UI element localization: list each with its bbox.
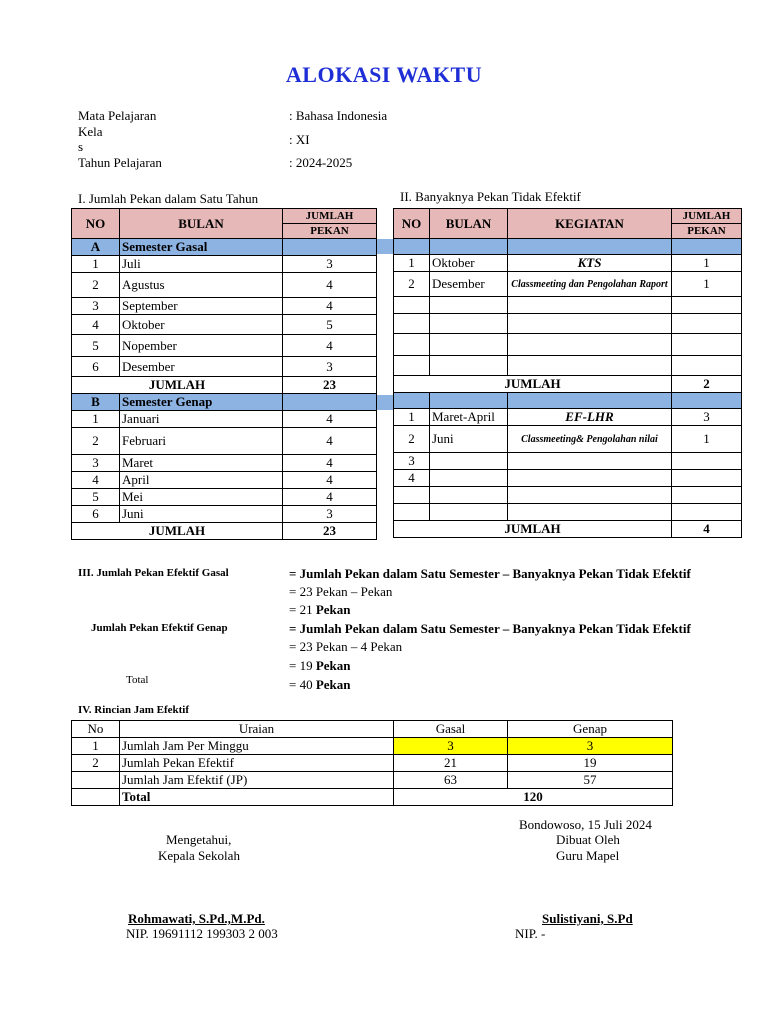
row-month: Juni <box>430 426 508 453</box>
row-activity <box>508 453 672 470</box>
result-unit: Pekan <box>315 602 351 617</box>
row-weeks: 4 <box>283 411 377 428</box>
headmaster-nip: NIP. 19691112 199303 2 003 <box>126 926 278 941</box>
class-label: Kela <box>78 124 103 139</box>
header-genap: Genap <box>508 721 673 738</box>
row-genap: 3 <box>508 738 673 755</box>
semester-blank <box>283 239 377 256</box>
row-no <box>72 772 120 789</box>
table-row <box>72 315 377 335</box>
table-row <box>394 453 742 470</box>
table-row <box>72 428 377 455</box>
semester-band-gap <box>377 395 393 410</box>
semester-code: B <box>72 394 120 411</box>
total-value: 120 <box>394 789 673 806</box>
header-bulan: BULAN <box>430 209 508 239</box>
semester-band <box>508 393 672 409</box>
result-gasal-number: = 21 <box>289 602 316 617</box>
total-label: Total <box>120 789 394 806</box>
total-label: JUMLAH <box>394 521 672 538</box>
row-no: 5 <box>72 335 120 357</box>
row-no: 4 <box>72 472 120 489</box>
header-pekan: PEKAN <box>672 224 742 239</box>
row-no: 3 <box>72 455 120 472</box>
row-weeks <box>672 453 742 470</box>
row-weeks: 4 <box>283 273 377 298</box>
right-sign-line2: Guru Mapel <box>556 848 620 863</box>
header-no: No <box>72 721 120 738</box>
row-month: Mei <box>120 489 283 506</box>
table-row <box>394 255 742 272</box>
total-label: JUMLAH <box>72 377 283 394</box>
row-no: 1 <box>72 738 120 755</box>
row-no: 6 <box>72 506 120 523</box>
total-label: JUMLAH <box>394 376 672 393</box>
row-no: 2 <box>72 428 120 455</box>
headmaster-name: Rohmawati, S.Pd.,M.Pd. <box>128 911 265 926</box>
result-total-number: = 40 <box>289 677 316 692</box>
row-month: Desember <box>120 357 283 377</box>
subject-value: : Bahasa Indonesia <box>289 108 388 123</box>
table-row <box>72 772 673 789</box>
effective-genap-label: Jumlah Pekan Efektif Genap <box>91 622 228 634</box>
total-blank <box>72 789 120 806</box>
table-row <box>72 738 673 755</box>
semester-band-gap <box>377 239 393 254</box>
table-row <box>72 489 377 506</box>
semester-band <box>508 239 672 255</box>
semester-blank <box>283 394 377 411</box>
row-weeks: 1 <box>672 426 742 453</box>
subject-label: Mata Pelajaran <box>78 108 157 123</box>
place-date: Bondowoso, 15 Juli 2024 <box>519 817 652 832</box>
row-description: Jumlah Jam Per Minggu <box>120 738 394 755</box>
row-weeks: 3 <box>283 357 377 377</box>
row-month: Maret <box>120 455 283 472</box>
row-activity: Classmeeting& Pengolahan nilai <box>508 426 672 453</box>
table-row <box>72 755 673 772</box>
left-sign-line2: Kepala Sekolah <box>158 848 240 863</box>
result-total <box>289 677 351 693</box>
row-no: 4 <box>394 470 430 487</box>
row-month: Juni <box>120 506 283 523</box>
row-genap: 19 <box>508 755 673 772</box>
row-no: 4 <box>72 315 120 335</box>
left-sign-line1: Mengetahui, <box>166 832 232 847</box>
total-value: 2 <box>672 376 742 393</box>
row-no: 1 <box>394 409 430 426</box>
teacher-name: Sulistiyani, S.Pd <box>542 911 633 926</box>
row-month <box>430 453 508 470</box>
row-activity: EF-LHR <box>508 409 672 426</box>
table-row <box>72 411 377 428</box>
row-month: Agustus <box>120 273 283 298</box>
total-value: 23 <box>283 377 377 394</box>
header-jumlah: JUMLAH <box>283 209 377 224</box>
row-month: Januari <box>120 411 283 428</box>
formula-gasal: = Jumlah Pekan dalam Satu Semester – Banyaknya Pekan Tidak Efektif <box>289 566 691 581</box>
calc-gasal: = 23 Pekan – Pekan <box>289 584 393 599</box>
table-row <box>394 272 742 297</box>
semester-band <box>430 393 508 409</box>
row-month: Maret-April <box>430 409 508 426</box>
total-value: 4 <box>672 521 742 538</box>
row-description: Jumlah Jam Efektif (JP) <box>120 772 394 789</box>
header-gasal: Gasal <box>394 721 508 738</box>
row-description: Jumlah Pekan Efektif <box>120 755 394 772</box>
year-label: Tahun Pelajaran <box>78 155 162 170</box>
row-no: 2 <box>72 755 120 772</box>
year-value: : 2024-2025 <box>289 155 353 170</box>
formula-genap: = Jumlah Pekan dalam Satu Semester – Banyaknya Pekan Tidak Efektif <box>289 621 691 636</box>
semester-band <box>394 239 430 255</box>
row-month: Nopember <box>120 335 283 357</box>
row-weeks: 3 <box>672 409 742 426</box>
row-weeks <box>672 470 742 487</box>
row-gasal: 3 <box>394 738 508 755</box>
row-weeks: 5 <box>283 315 377 335</box>
row-gasal: 63 <box>394 772 508 789</box>
row-month: April <box>120 472 283 489</box>
row-weeks: 4 <box>283 455 377 472</box>
section-4-heading: IV. Rincian Jam Efektif <box>78 704 190 716</box>
row-month: Desember <box>430 272 508 297</box>
header-kegiatan: KEGIATAN <box>508 209 672 239</box>
row-month: Juli <box>120 256 283 273</box>
table-row <box>394 409 742 426</box>
semester-band <box>430 239 508 255</box>
header-pekan: PEKAN <box>283 224 377 239</box>
effective-hours-table <box>71 720 673 806</box>
weeks-per-year-table <box>71 208 377 540</box>
row-month: Oktober <box>120 315 283 335</box>
row-no: 3 <box>72 298 120 315</box>
row-weeks: 4 <box>283 298 377 315</box>
table-row <box>72 256 377 273</box>
effective-gasal-label: III. Jumlah Pekan Efektif Gasal <box>78 567 229 579</box>
section-2-heading: II. Banyaknya Pekan Tidak Efektif <box>400 189 581 204</box>
result-unit: Pekan <box>315 677 351 692</box>
row-weeks: 3 <box>283 506 377 523</box>
row-no: 2 <box>72 273 120 298</box>
page-title: ALOKASI WAKTU <box>285 62 483 87</box>
semester-band <box>672 239 742 255</box>
row-no: 1 <box>394 255 430 272</box>
row-weeks: 4 <box>283 472 377 489</box>
row-activity: KTS <box>508 255 672 272</box>
row-weeks: 4 <box>283 428 377 455</box>
row-weeks: 3 <box>283 256 377 273</box>
row-no: 5 <box>72 489 120 506</box>
row-month: September <box>120 298 283 315</box>
header-jumlah: JUMLAH <box>672 209 742 224</box>
row-no: 6 <box>72 357 120 377</box>
row-month: Oktober <box>430 255 508 272</box>
table-row <box>72 273 377 298</box>
row-month <box>430 470 508 487</box>
non-effective-weeks-table <box>393 208 742 538</box>
total-label: JUMLAH <box>72 523 283 540</box>
total-label: Total <box>126 674 149 686</box>
result-genap <box>289 658 351 674</box>
row-genap: 57 <box>508 772 673 789</box>
section-1-heading: I. Jumlah Pekan dalam Satu Tahun <box>78 191 259 206</box>
table-row <box>72 472 377 489</box>
row-no: 2 <box>394 426 430 453</box>
class-value: : XI <box>289 132 310 147</box>
total-value: 23 <box>283 523 377 540</box>
semester-code: A <box>72 239 120 256</box>
table-row <box>72 335 377 357</box>
row-month: Februari <box>120 428 283 455</box>
row-weeks: 4 <box>283 489 377 506</box>
table-row <box>394 470 742 487</box>
row-no: 1 <box>72 256 120 273</box>
row-no: 3 <box>394 453 430 470</box>
result-unit: Pekan <box>315 658 351 673</box>
row-activity: Classmeeting dan Pengolahan Raport <box>508 272 672 297</box>
table-row <box>72 455 377 472</box>
row-gasal: 21 <box>394 755 508 772</box>
row-no: 1 <box>72 411 120 428</box>
right-sign-line1: Dibuat Oleh <box>556 832 620 847</box>
table-row <box>72 298 377 315</box>
row-weeks: 1 <box>672 272 742 297</box>
calc-genap: = 23 Pekan – 4 Pekan <box>289 639 403 654</box>
row-activity <box>508 470 672 487</box>
header-bulan: BULAN <box>120 209 283 239</box>
header-uraian: Uraian <box>120 721 394 738</box>
table-row <box>394 426 742 453</box>
table-row <box>72 357 377 377</box>
row-no: 2 <box>394 272 430 297</box>
result-gasal <box>289 602 351 618</box>
row-weeks: 4 <box>283 335 377 357</box>
header-no: NO <box>72 209 120 239</box>
teacher-nip: NIP. - <box>515 926 546 941</box>
semester-name: Semester Genap <box>120 394 283 411</box>
semester-band <box>394 393 430 409</box>
result-genap-number: = 19 <box>289 658 316 673</box>
class-label-wrap: s <box>78 139 84 154</box>
semester-name: Semester Gasal <box>120 239 283 256</box>
row-weeks: 1 <box>672 255 742 272</box>
semester-band <box>672 393 742 409</box>
header-no: NO <box>394 209 430 239</box>
table-row <box>72 506 377 523</box>
